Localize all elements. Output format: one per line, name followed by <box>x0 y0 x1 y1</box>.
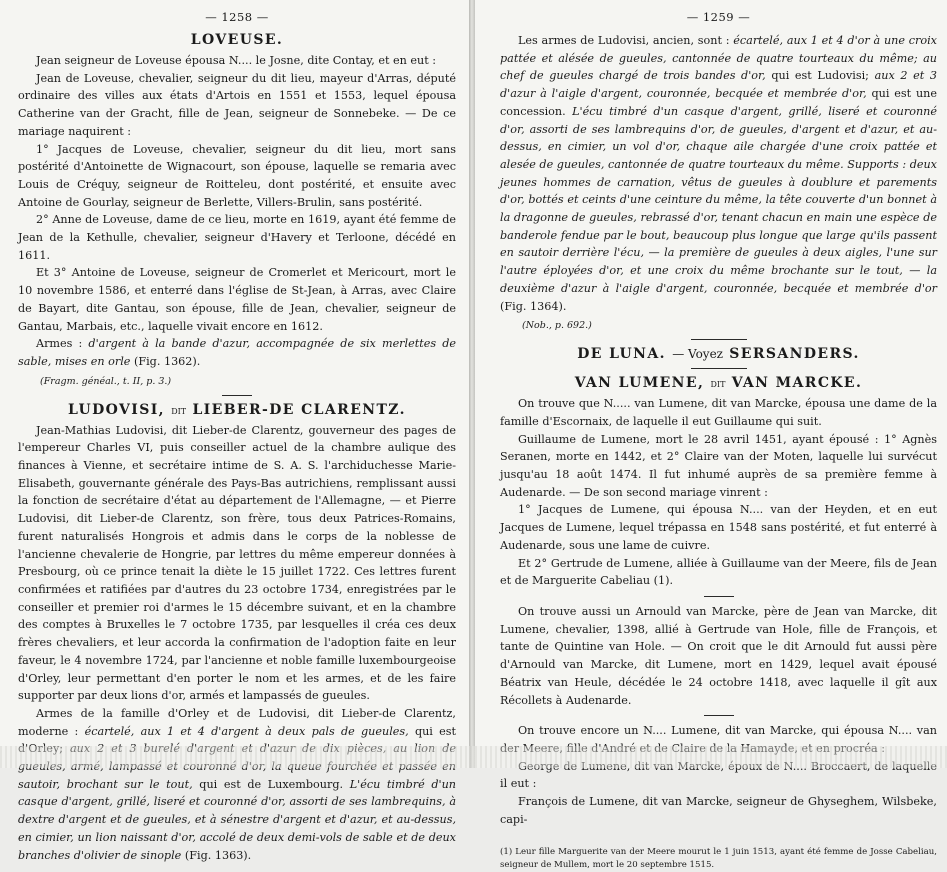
title-rest: VAN MARCKE. <box>731 375 863 392</box>
blazon-text: aux 2 et 3 burelé d'argent et d'azur de dix pièces, au lion de gueules, armé, lampassé et couronné d'or, la queue fourchée et passée en sautoir, brochant sur le tout, <box>18 742 456 791</box>
paragraph: On trouve encore un N.... Lumene, dit van Marcke, qui épousa N.... van der Meere, fille d'André et de Claire de la Hamayde, et en procréa : <box>500 724 937 755</box>
section-divider <box>222 395 252 396</box>
page-number: — 1259 — <box>686 10 751 24</box>
title-dit: dit <box>710 376 726 391</box>
entry-title-de-luna <box>500 346 937 362</box>
blazon-text: écartelé, aux 1 et 4 d'argent à deux pals de gueules, <box>84 724 409 738</box>
figure-reference: (Fig. 1363). <box>184 848 252 862</box>
scan-edge <box>0 746 947 768</box>
paragraph: Jean-Mathias Ludovisi, dit Lieber-de Clarentz, gouverneur des pages de l'empereur Charles VI, puis conseiller actuel de la chambre aulique des finances à Vienne, et secrétaire intime de S. A. S. l'archiduchesse Marie-Elisabeth, gouvernante générale des Pays-Bas autrichiens, remplissant aussi la fonction de secrétaire d'état au département de l'Allemagne, — et Pierre Ludovisi, dit Lieber-de Clarentz, son frère, tous deux Patrices-Romains, furent naturalisés Hongrois et admis dans le corps de la noblesse de l'ancienne chevalerie de Hongrie, par lettres du même empereur données à Presbourg, où ce prince tenait la diète le 15 juillet 1722. Ces lettres furent confirmées et ratifiées par d'autres du 23 octobre 1734, enregistrées par le conseiller et premier roi d'armes le 15 décembre suivant, et en la chambre des comptes à Bruxelles le 7 octobre 1735, par lesquelles il créa ces deux frères chevaliers, et leur accorda la confirmation de l'adoption faite en leur faveur, le 4 novembre 1724, par l'ancienne et noble famille luxembourgeoise d'Orley, leur permettant d'en porter le nom et les armes, et de les faire supporter par deux lions d'or, armés et lampassés de gueules. <box>18 423 456 703</box>
blazon-text: L'écu timbré d'un casque d'argent, grillé, liseré et couronné d'or, assorti de ses lambrequins d'or, de gueules, d'argent et d'azur, et au-dessus, en cimier, un vol d'or, chaque aile chargée d'une croix pattée et alesée de gueules, cantonnée de quatre tourteaux du même. Supports : deux jeunes hommes de carnation, vêtus de gueules à doublure et parements d'or, bottés et ceints d'une ceinture du même, la tête couverte d'un bonnet à la dragonne de gueules, rebrassé d'or, tenant chacun en main une espèce de banderole fendue par le bout, beaucoup plus longue que large qu'ils passent en sautoir derrière l'écu, — la première de gueules à deux aigles, l'une sur l'autre éployées d'or, et une croix du même brochante sur le tout, — la deuxième d'azur à l'aigle d'argent, couronnée, becquée et membrée d'or <box>500 104 938 295</box>
paragraph: On trouve aussi un Arnould van Marcke, père de Jean van Marcke, dit Lumene, chevalier, 1398, allié à Gertrude van Hole, fille de François, et tante de Quintine van Hole. — On croit que le dit Arnould fut aussi père d'Arnould van Marcke, dit Lumene, mort en 1429, lequel avait épousé Béatrix van Heule, décédée le 24 octobre 1418, avec laquelle il gît aux Récollets à Audenarde. <box>500 604 937 707</box>
arms-paragraph <box>18 705 456 864</box>
page-number: — 1258 — <box>205 10 269 24</box>
paragraph: François de Lumene, dit van Marcke, seigneur de Ghyseghem, Wilsbeke, capi- <box>500 795 937 826</box>
paragraph: On trouve que N..... van Lumene, dit van Marcke, épousa une dame de la famille d'Escornaix, de laquelle il eut Guillaume qui suit. <box>500 397 937 428</box>
section-divider <box>691 368 747 369</box>
paragraph: Et 3° Antoine de Loveuse, seigneur de Cromerlet et Mericourt, mort le 10 novembre 1586, et enterré dans l'église de St-Jean, à Arras, avec Claire de Bayart, dite Gantau, son épouse, fille de Jean, chevalier, seigneur de Gantau, Marbais, etc., laquelle vivait encore en 1612. <box>18 266 456 333</box>
arms-attribution: qui est de Luxembourg. <box>199 777 344 791</box>
arms-attribution: qui est Ludovisi; <box>771 69 869 83</box>
figure-reference: (Fig. 1362). <box>133 354 201 368</box>
arms-paragraph <box>18 335 456 370</box>
arms-attribution: qui est une concession. <box>500 87 937 118</box>
figure-reference: (Fig. 1364). <box>500 299 567 313</box>
title-main: DE LUNA. <box>577 346 666 363</box>
section-divider <box>704 596 734 597</box>
blazon-text: L'écu timbré d'un casque d'argent, grillé, liseré et couronné d'or, assorti de ses lambrequins, à dextre d'argent et de gueules, et à sénestre d'argent et d'azur, et au-dessus, en cimier, un lion naissant d'or, accolé de deux demi-vols de sable et de deux branches d'olivier de sinople <box>18 777 456 862</box>
paragraph: 1° Jacques de Lumene, qui épousa N.... van der Heyden, et en eut Jacques de Lumene, lequel trépassa en 1548 sans postérité, et fut enterré à Audenarde, sous une lame de cuivre. <box>500 503 937 552</box>
paragraph: Jean seigneur de Loveuse épousa N.... le Josne, dite Contay, et en eut : <box>36 54 437 67</box>
source-reference: (Fragm. généal., t. II, p. 3.) <box>40 375 172 387</box>
section-divider <box>691 339 747 340</box>
entry-title-van-lumene <box>500 375 937 391</box>
paragraph: 1° Jacques de Loveuse, chevalier, seigneur du dit lieu, mort sans postérité d'Antoinette de Wignacourt, son épouse, laquelle se remaria avec Louis de Créquy, seigneur de Roitteleu, dont postérité, et ensuite avec Antoine de Gourlay, seigneur de Berlette, Villers-Brulin, sans postérité. <box>18 142 456 209</box>
cross-reference-target: SERSANDERS. <box>729 346 860 363</box>
paragraph: Et 2° Gertrude de Lumene, alliée à Guillaume van der Meere, fils de Jean et de Marguerite Cabeliau (1). <box>500 556 937 588</box>
title-main: LUDOVISI, <box>68 401 165 418</box>
paragraph: Jean de Loveuse, chevalier, seigneur du dit lieu, mayeur d'Arras, député ordinaire des villes aux états d'Artois en 1551 et 1553, lequel épousa Catherine van der Gracht, fille de Jean, seigneur de Sonnebeke. — De ce mariage naquirent : <box>18 71 456 138</box>
blazon-text: d'argent à la bande d'azur, accompagnée de six merlettes de sable, mises en orle <box>18 337 456 368</box>
title-dit: dit <box>171 402 187 417</box>
title-main: VAN LUMENE, <box>574 375 705 392</box>
cross-reference-label: — Voyez <box>672 347 723 362</box>
arms-paragraph <box>500 32 937 315</box>
arms-intro: Les armes de Ludovisi, ancien, sont : <box>518 34 730 47</box>
right-page <box>474 0 947 871</box>
entry-title-loveuse: LOVEUSE. <box>190 32 284 48</box>
arms-attribution: qui est d'Orley; <box>18 724 456 756</box>
arms-label: Armes : <box>36 337 83 351</box>
left-page <box>0 0 470 862</box>
paragraph: George de Lumene, dit van Marcke, époux de N.... Broccaert, de laquelle il eut : <box>500 759 937 791</box>
blazon-text: écartelé, aux 1 et 4 d'or à une croix pattée et alésée de gueules, cantonnée de quatre tourteaux du même; au chef de gueules chargé de trois bandes d'or, <box>500 34 937 83</box>
footnote: (1) Leur fille Marguerite van der Meere mourut le 1 juin 1513, ayant été femme de Josse Cabeliau, seigneur de Mullem, mort le 20 septembre 1515. <box>500 847 937 871</box>
entry-title-ludovisi <box>18 402 456 418</box>
blazon-text: aux 2 et 3 d'azur à l'aigle d'argent, couronnée, becquée et membrée d'or, <box>500 69 938 101</box>
arms-intro: Armes de la famille d'Orley et de Ludovisi, dit Lieber-de Clarentz, moderne : <box>18 706 456 738</box>
section-divider <box>704 715 734 716</box>
title-rest: LIEBER-DE CLARENTZ. <box>192 401 406 418</box>
source-reference: (Nob., p. 692.) <box>522 320 592 332</box>
paragraph: Guillaume de Lumene, mort le 28 avril 1451, ayant épousé : 1° Agnès Seranen, morte en 1442, et 2° Claire van der Moten, laquelle lui survécut jusqu'au 18 août 1474. Il fut inhumé auprès de sa première femme à Audenarde. — De son second mariage vinrent : <box>500 432 937 499</box>
paragraph: 2° Anne de Loveuse, dame de ce lieu, morte en 1619, ayant été femme de Jean de la Kethulle, chevalier, seigneur d'Havery et Terloone, décédé en 1611. <box>18 213 456 262</box>
